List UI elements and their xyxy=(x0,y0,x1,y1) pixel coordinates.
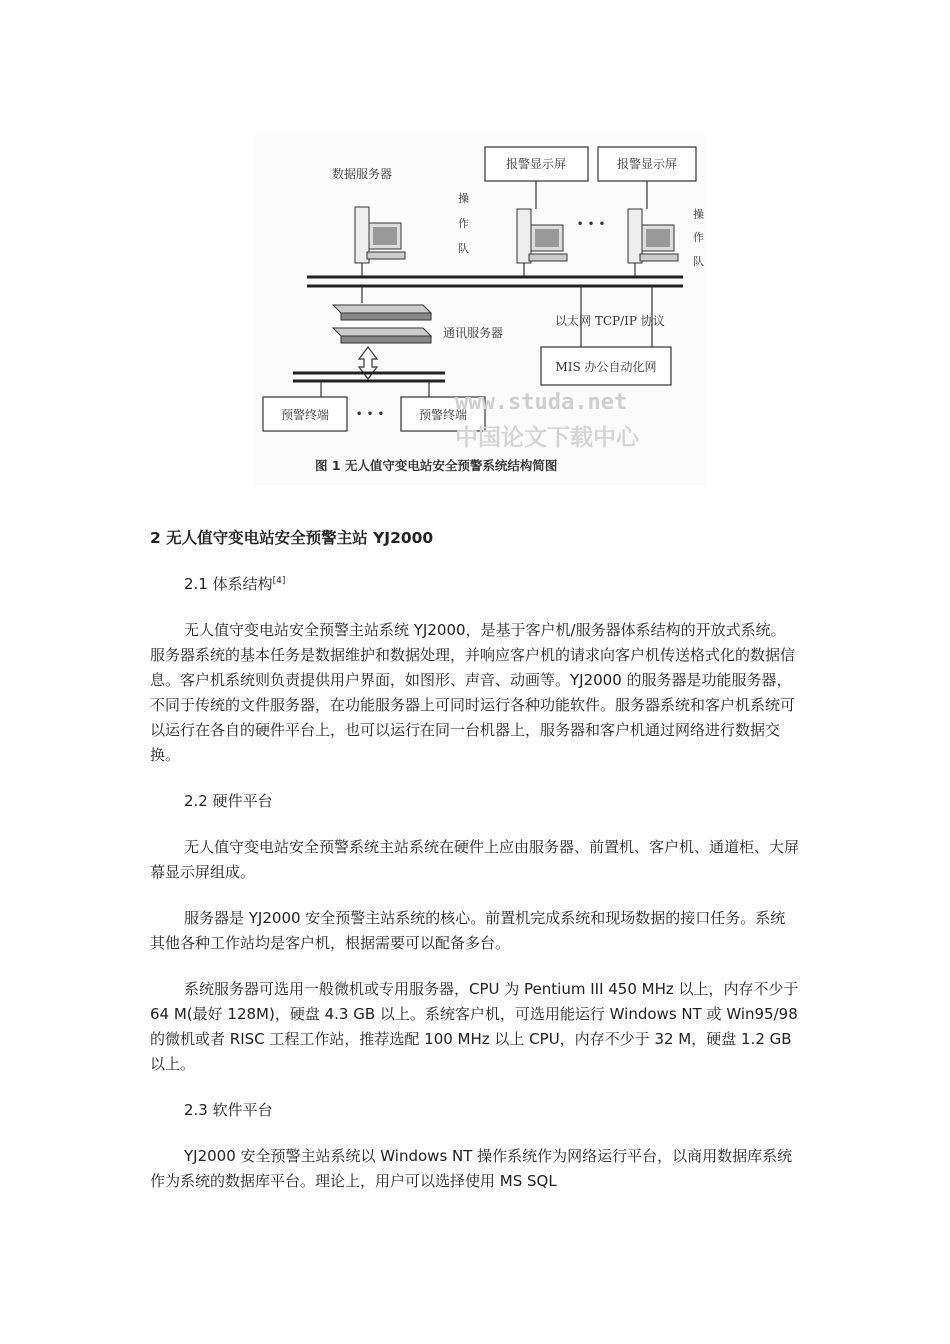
alarm-screen-label-2: 报警显示屏 xyxy=(616,157,678,171)
hardware-paragraph-2: 服务器是 YJ2000 安全预警主站系统的核心。前置机完成系统和现场数据的接口任务。系统其他各种工作站均是客户机，根据需要可以配备多台。 xyxy=(150,909,786,952)
structure-diagram xyxy=(255,135,705,485)
subsection-architecture-text: 2.1 体系结构 xyxy=(184,575,273,593)
hardware-paragraph-3: 系统服务器可选用一般微机或专用服务器，CPU 为 Pentium III 450 MHz 以上，内存不少于 64 M(最好 128M)，硬盘 4.3 GB 以上。系统客户机，可选用能运行 Windows NT 或 Win95/98 的微机或者 RISC 工程工作站，推荐选配 100 MHz 以上 CPU，内存不少于 32 M，硬盘 1.2 GB 以上。 xyxy=(150,980,799,1073)
architecture-paragraph: 无人值守变电站安全预警主站系统 YJ2000，是基于客户机/服务器体系结构的开放式系统。服务器系统的基本任务是数据维护和数据处理，并响应客户机的请求向客户机传送格式化的数据信息。客户机系统则负责提供用户界面，如图形、声音、动画等。YJ2000 的服务器是功能服务器，不同于传统的文件服务器，在功能服务器上可同时运行各种功能软件。服务器系统和客户机系统可以运行在各自的硬件平台上，也可以运行在同一台机器上，服务器和客户机通过网络进行数据交换。 xyxy=(150,621,796,764)
ops-team-right-3: 队 xyxy=(693,255,704,268)
system-structure-figure xyxy=(255,135,705,485)
ops-team-left-2: 作 xyxy=(458,217,469,230)
ops-team-left-3: 队 xyxy=(458,242,469,255)
ops-team-right-1: 操 xyxy=(693,208,704,221)
computers-ellipsis: • • • xyxy=(576,217,606,231)
watermark-site-name: 中国论文下载中心 xyxy=(455,425,639,451)
ethernet-protocol-label: 以太网 TCP/IP 协议 xyxy=(555,314,665,328)
comm-server-label: 通讯服务器 xyxy=(443,326,504,340)
hardware-paragraph-1: 无人值守变电站安全预警系统主站系统在硬件上应由服务器、前置机、客户机、通道柜、大屏幕显示屏组成。 xyxy=(150,838,800,881)
ops-team-left-1: 操 xyxy=(458,192,469,205)
watermark-url: www.studa.net xyxy=(455,390,628,415)
subsection-software-title: 2.3 软件平台 xyxy=(184,1101,273,1119)
alarm-screen-label-1: 报警显示屏 xyxy=(505,157,567,171)
reference-marker: [4] xyxy=(272,576,286,586)
article-body xyxy=(150,525,800,1215)
mis-network-label: MIS 办公自动化网 xyxy=(555,360,657,374)
section-heading: 2 无人值守变电站安全预警主站 YJ2000 xyxy=(150,529,434,547)
figure-caption: 图 1 无人值守变电站安全预警系统结构简图 xyxy=(315,458,558,473)
subsection-hardware-title: 2.2 硬件平台 xyxy=(184,792,273,810)
terminals-ellipsis: • • • xyxy=(355,407,385,421)
subsection-architecture-title xyxy=(184,569,800,596)
data-server-label: 数据服务器 xyxy=(332,167,393,181)
terminal-label-1: 预警终端 xyxy=(280,408,330,422)
software-paragraph: YJ2000 安全预警主站系统以 Windows NT 操作系统作为网络运行平台，以商用数据库系统作为系统的数据库平台。理论上，用户可以选择使用 MS SQL xyxy=(150,1147,793,1190)
ops-team-right-2: 作 xyxy=(693,231,704,244)
terminal-label-2: 预警终端 xyxy=(418,408,468,422)
